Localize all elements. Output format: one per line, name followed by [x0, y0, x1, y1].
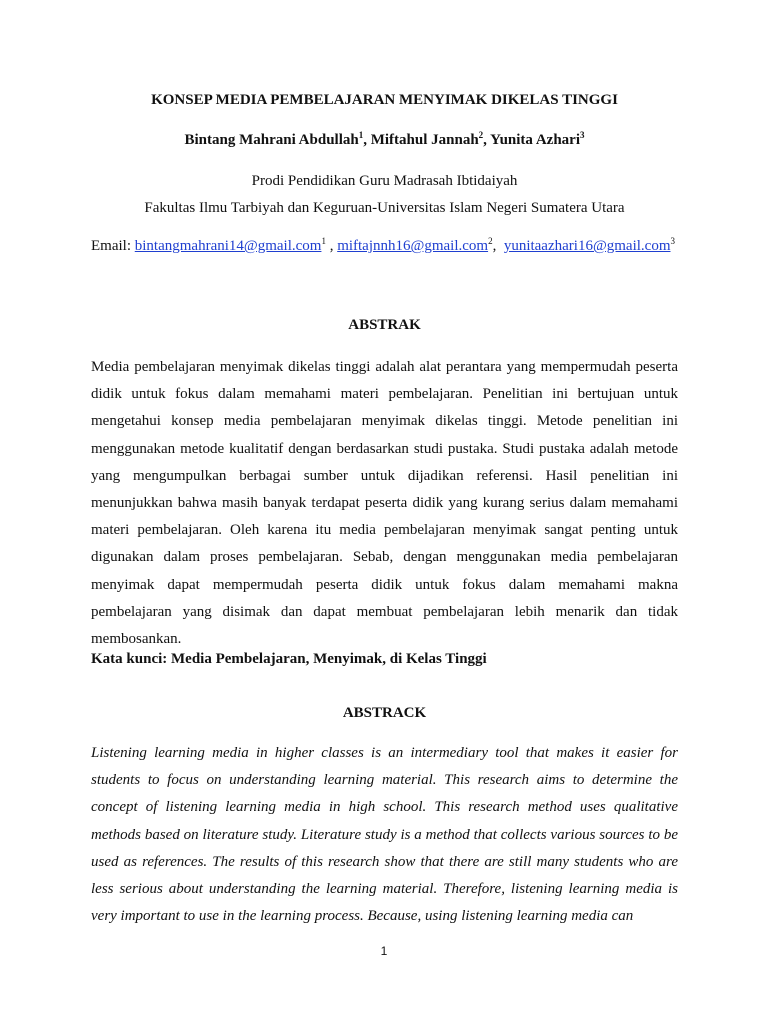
author-list: Bintang Mahrani Abdullah$^1$, Miftahul Jannah$^2$, Yunita Azhari$^3$	[184, 130, 585, 148]
keywords-line: Kata kunci: Media Pembelajaran, Menyimak, di Kelas Tinggi	[91, 651, 487, 667]
author-name: Bintang Mahrani Abdullah	[184, 132, 359, 148]
author-superscript: 2	[478, 130, 484, 140]
abstrak-paragraph: Media pembelajaran menyimak dikelas tinggi adalah alat perantara yang mempermudah peserta didik untuk fokus dalam memahami materi pembelajaran. Penelitian ini bertujuan untuk mengetahui konsep media pembelajaran menyimak dikelas tinggi. Metode penelitian ini menggunakan metode kualitatif dengan berdasarkan studi pustaka. Studi pustaka adalah metode yang mengumpulkan berbagai sumber untuk dijadikan referensi. Hasil penelitian ini menunjukkan bahwa masih banyak terdapat peserta didik yang kurang serius dalam memahami materi pembelajaran. Oleh karena itu media pembelajaran menyimak sangat penting untuk digunakan dalam proses pembelajaran. Sebab, dengan menggunakan media pembelajaran menyimak dapat mempermudah peserta didik untuk fokus dalam memahami makna pembelajaran yang disimak dan dapat membuat pembelajaran lebih menarik dan tidak membosankan.	[91, 359, 678, 648]
email-superscript: 1	[321, 236, 326, 246]
email-link[interactable]: bintangmahrani14@gmail.com	[134, 238, 322, 254]
affiliation-faculty: Fakultas Ilmu Tarbiyah dan Keguruan-Universitas Islam Negeri Sumatera Utara	[144, 200, 625, 216]
author-name: Yunita Azhari	[490, 132, 581, 148]
abstrack-heading: ABSTRACK	[342, 705, 427, 721]
abstrak-heading: ABSTRAK	[348, 317, 421, 333]
page-number: 1	[380, 944, 388, 958]
abstrack-paragraph: Listening learning media in higher classes is an intermediary tool that makes it easier for students to focus on understanding learning material. This research aims to determine the concept of listening learning media in high school. This research method uses qualitative methods based on literature study. Literature study is a method that collects various sources to be used as references. The results of this research show that there are still many students who are less serious about understanding the learning material. Therefore, listening learning media is very important to use in the learning process. Because, using listening learning media can	[91, 745, 678, 925]
paper-title: KONSEP MEDIA PEMBELAJARAN MENYIMAK DIKELAS TINGGI	[151, 92, 618, 108]
author-name: Miftahul Jannah	[370, 132, 479, 148]
email-label: Email:	[91, 238, 131, 254]
author-superscript: 3	[580, 130, 585, 140]
email-superscript: 3	[670, 236, 675, 246]
affiliation-program: Prodi Pendidikan Guru Madrasah Ibtidaiyah	[251, 173, 518, 189]
author-superscript: 1	[358, 130, 364, 140]
email-superscript: 2	[488, 236, 493, 246]
email-line: Email: bintangmahrani14@gmail.com$^1$ , miftajnnh16@gmail.com$^2$, yunitaazhari16@gmail.com$^3$	[91, 236, 675, 254]
email-link[interactable]: miftajnnh16@gmail.com	[337, 238, 489, 254]
email-link[interactable]: yunitaazhari16@gmail.com	[503, 238, 671, 254]
